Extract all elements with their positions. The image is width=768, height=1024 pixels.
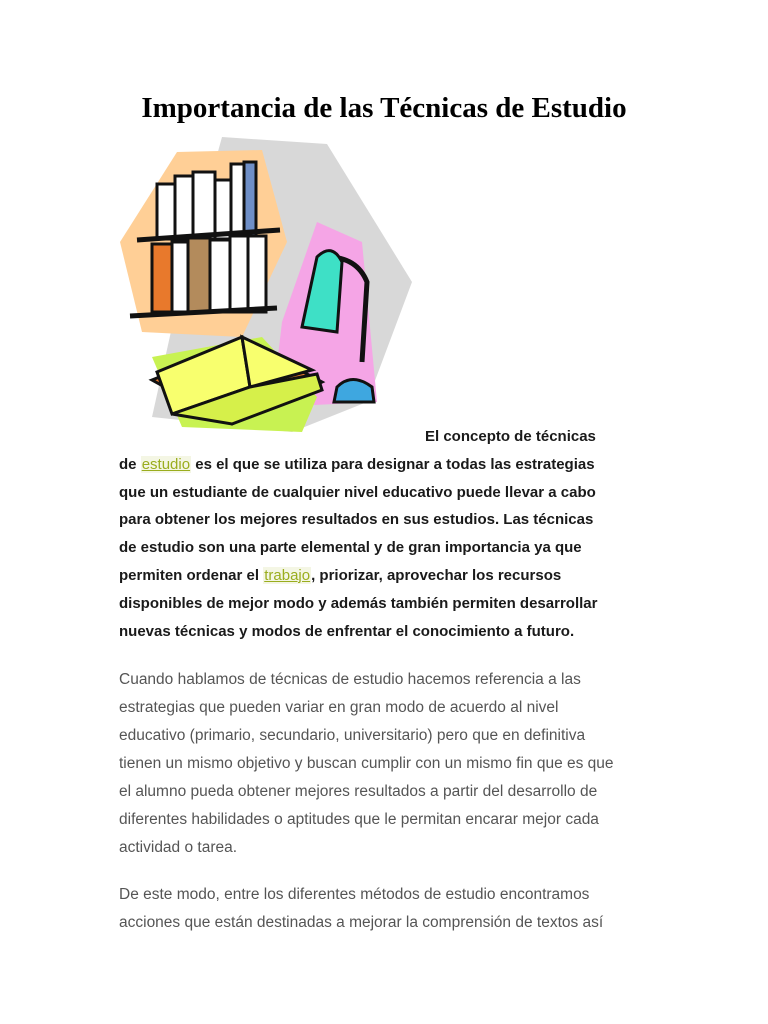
para3-line: acciones que están destinadas a mejorar la comprensión de textos así — [119, 914, 604, 931]
para2-line: tienen un mismo objetivo y buscan cumplir con un mismo fin que es que — [119, 755, 614, 772]
para2-line: el alumno pueda obtener mejores resultados a partir del desarrollo de — [119, 783, 598, 800]
para2-line: diferentes habilidades o aptitudes que le permitan encarar mejor cada — [119, 811, 599, 828]
page-title: Importancia de las Técnicas de Estudio — [141, 92, 627, 124]
para2-line: Cuando hablamos de técnicas de estudio hacemos referencia a las — [119, 671, 581, 688]
intro-paragraph — [119, 423, 649, 645]
intro-line-2-post: es el que se utiliza para designar a todas las estrategias — [191, 455, 595, 473]
intro-line-6-pre: permiten ordenar el — [119, 566, 264, 584]
intro-line-8: nuevas técnicas y modos de enfrentar el conocimiento a futuro. — [119, 622, 575, 640]
study-clipart-image — [112, 132, 432, 437]
para3-line: De este modo, entre los diferentes métodos de estudio encontramos — [119, 886, 590, 903]
intro-line-2-pre: de — [119, 455, 141, 473]
clipart-lower-books — [152, 236, 266, 312]
intro-line-1: El concepto de técnicas — [425, 428, 596, 445]
trabajo-link[interactable]: trabajo — [264, 566, 311, 584]
intro-line-7: disponibles de mejor modo y además también permiten desarrollar — [119, 594, 598, 612]
intro-line-2 — [119, 451, 649, 479]
intro-line-4: para obtener los mejores resultados en sus estudios. Las técnicas — [119, 511, 594, 529]
intro-line-5: de estudio son una parte elemental y de gran importancia ya que — [119, 539, 582, 557]
para2-line: actividad o tarea. — [119, 839, 238, 856]
intro-line-6 — [119, 562, 649, 590]
para2-line: estrategias que pueden variar en gran modo de acuerdo al nivel — [119, 699, 559, 716]
paragraph-2 — [119, 666, 649, 862]
intro-line-6-post: , priorizar, aprovechar los recursos — [311, 566, 562, 584]
para2-line: educativo (primario, secundario, universitario) pero que en definitiva — [119, 727, 586, 744]
estudio-link[interactable]: estudio — [141, 455, 191, 473]
paragraph-3 — [119, 881, 649, 937]
intro-line-3: que un estudiante de cualquier nivel educativo puede llevar a cabo — [119, 483, 596, 501]
